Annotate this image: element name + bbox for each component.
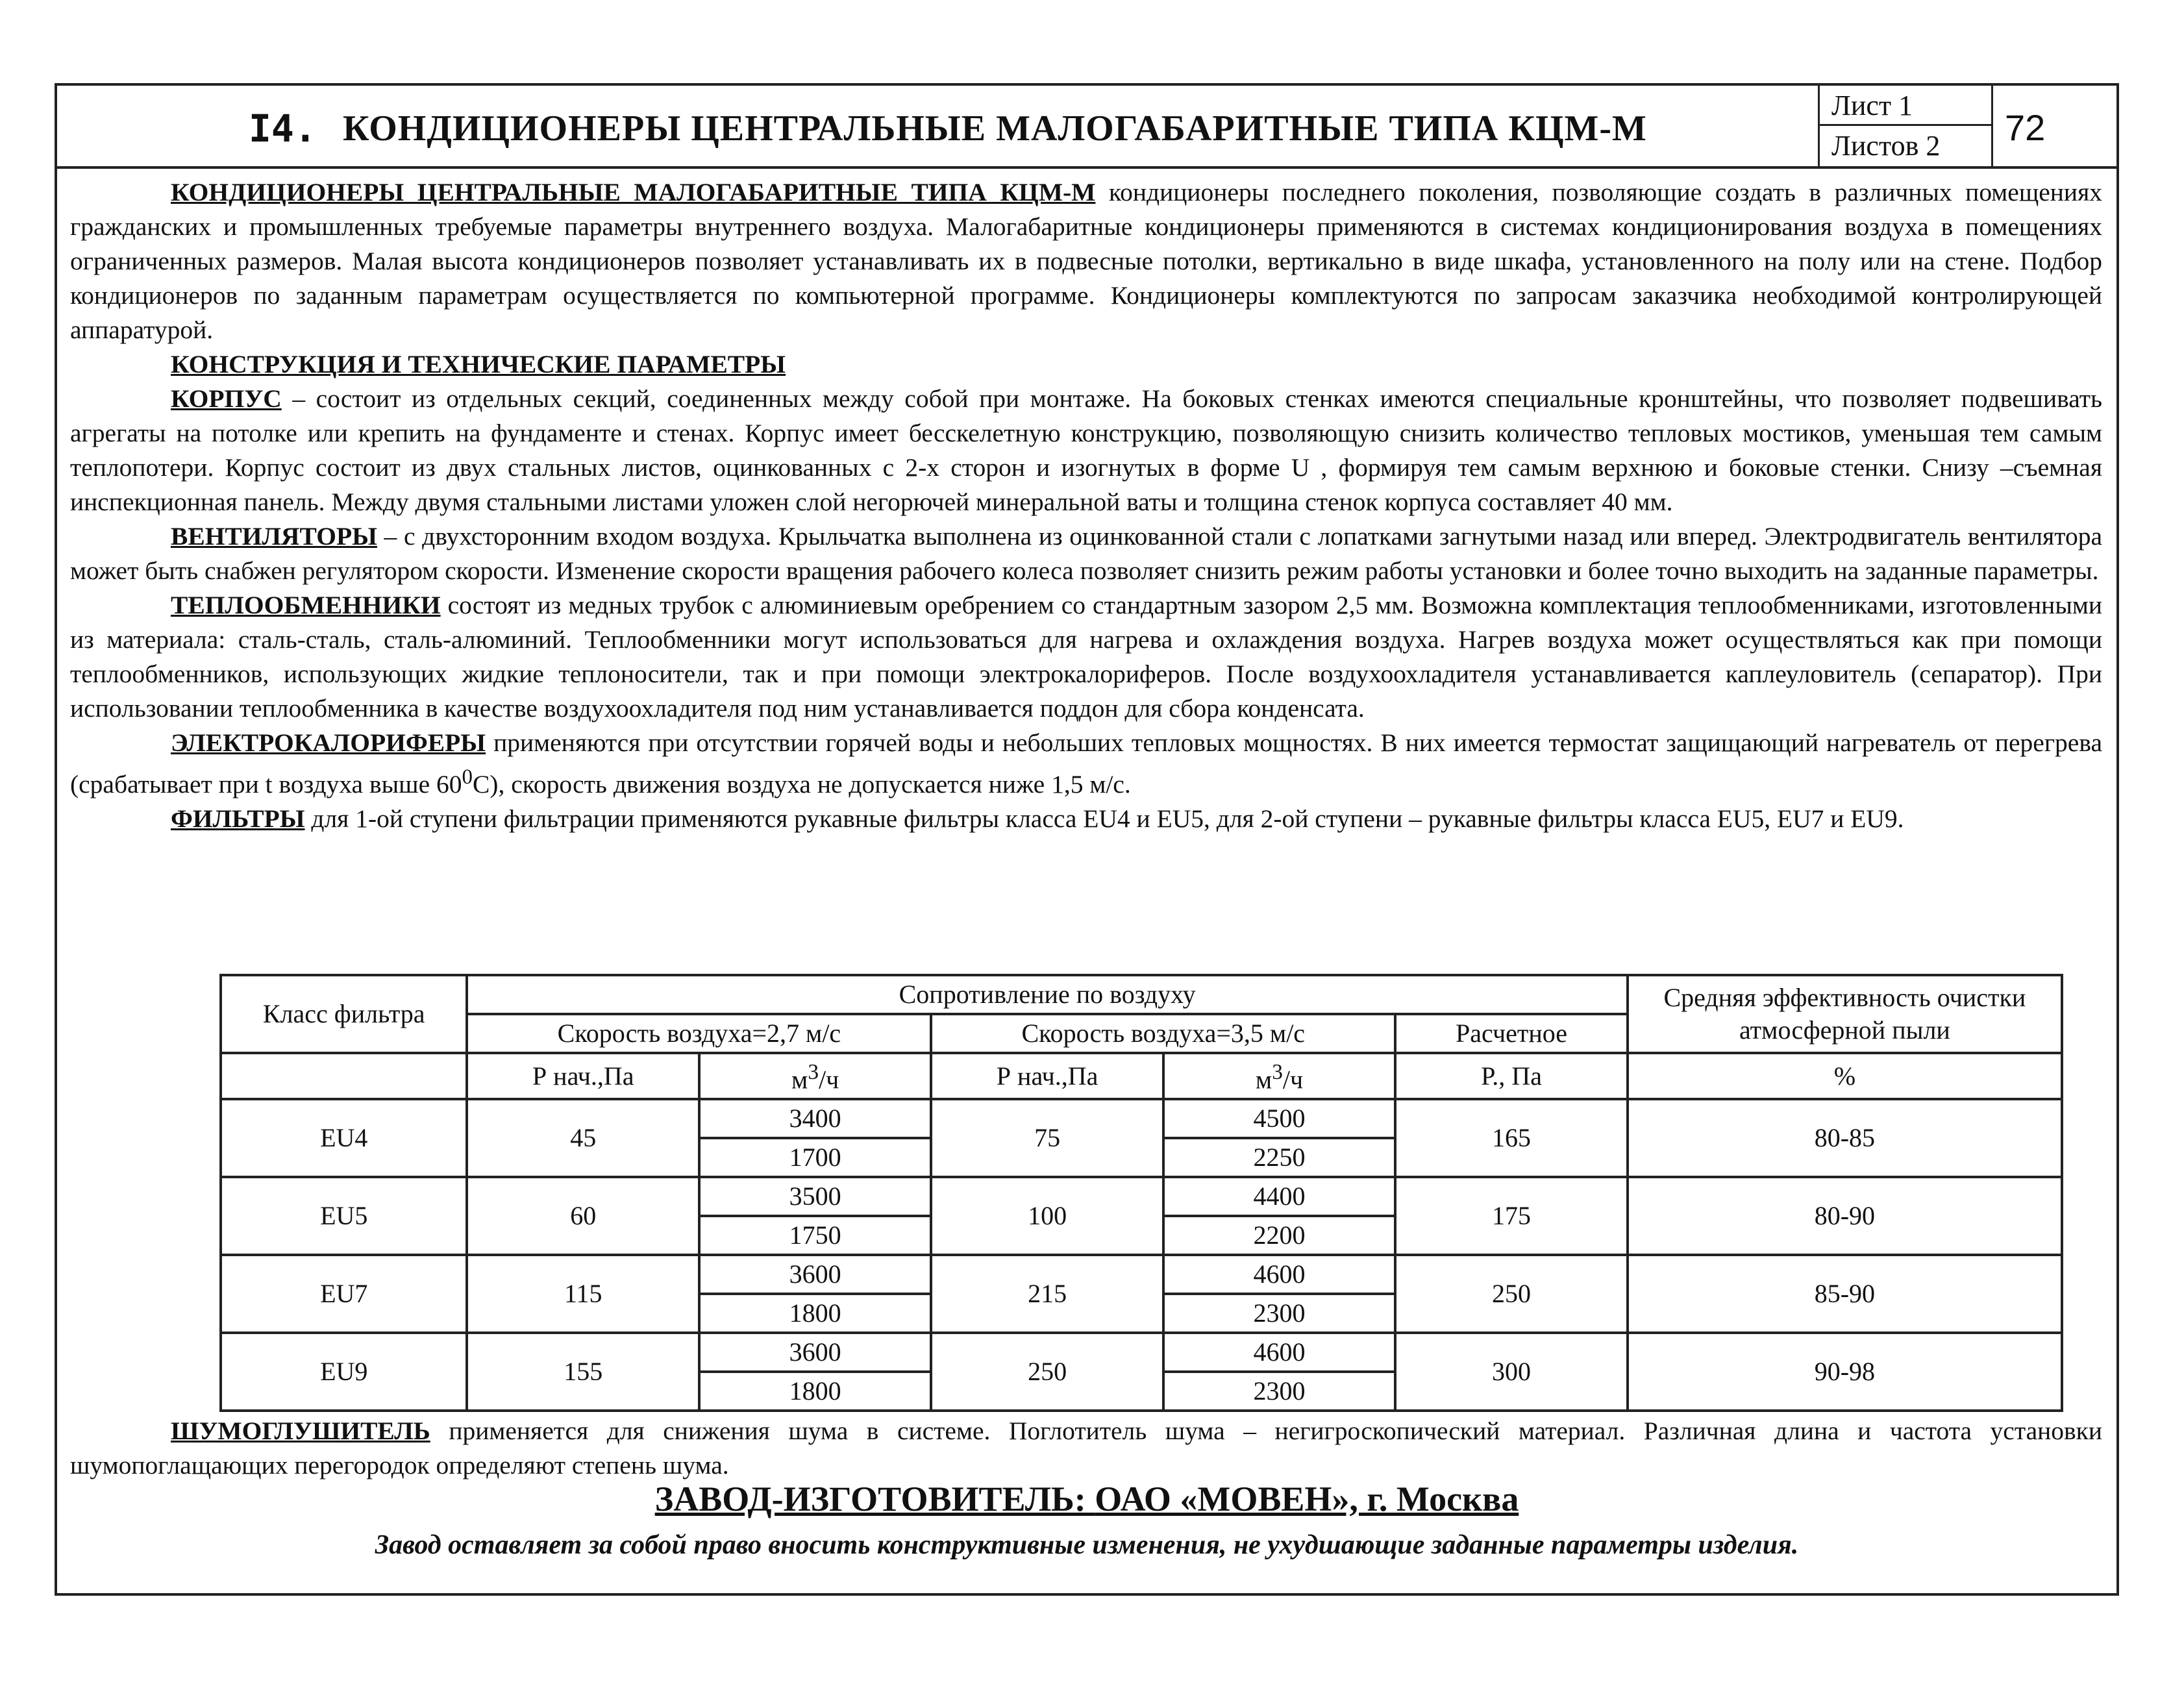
table-cell: 80-85 — [1628, 1099, 2062, 1177]
heaters-paragraph — [70, 726, 2102, 802]
table-cell: 3600 — [699, 1255, 931, 1294]
filters-paragraph — [70, 802, 2102, 836]
table-cell: EU5 — [221, 1177, 467, 1255]
sub-eff: % — [1628, 1053, 2062, 1099]
table-cell: 2300 — [1163, 1294, 1395, 1333]
table-cell: 75 — [931, 1099, 1163, 1177]
col-resistance-header: Сопротивление по воздуху — [467, 975, 1627, 1014]
sheet-info-box — [1818, 86, 1993, 166]
sub-p1: Р нач.,Па — [467, 1053, 699, 1099]
table-cell: 4500 — [1163, 1099, 1395, 1138]
exchangers-paragraph — [70, 588, 2102, 726]
table-cell: 300 — [1395, 1333, 1628, 1411]
construction-heading: КОНСТРУКЦИЯ И ТЕХНИЧЕСКИЕ ПАРАМЕТРЫ — [171, 350, 786, 378]
construction-paragraph — [70, 347, 2102, 382]
col-class-header: Класс фильтра — [221, 975, 467, 1053]
table-cell: EU7 — [221, 1255, 467, 1333]
table-cell: 115 — [467, 1255, 699, 1333]
col-speed1-header: Скорость воздуха=2,7 м/с — [467, 1014, 931, 1053]
table-cell: 2300 — [1163, 1372, 1395, 1411]
intro-heading: КОНДИЦИОНЕРЫ ЦЕНТРАЛЬНЫЕ МАЛОГАБАРИТНЫЕ ТИПА КЦМ-М — [171, 178, 1096, 206]
table-cell: 3600 — [699, 1333, 931, 1372]
sub-empty — [221, 1053, 467, 1099]
section-number: I4. — [249, 106, 317, 151]
table-cell: 4600 — [1163, 1333, 1395, 1372]
table-cell: 60 — [467, 1177, 699, 1255]
manufacturer-line — [57, 1479, 2116, 1519]
table-cell: 4600 — [1163, 1255, 1395, 1294]
table-cell: 3400 — [699, 1099, 931, 1138]
table-cell: EU9 — [221, 1333, 467, 1411]
filters-table — [219, 974, 2063, 1412]
filters-heading: ФИЛЬТРЫ — [171, 804, 305, 834]
housing-paragraph — [70, 382, 2102, 519]
sheets-total-label: Листов 2 — [1831, 130, 1941, 162]
table-cell: 1800 — [699, 1294, 931, 1333]
table-cell: 175 — [1395, 1177, 1628, 1255]
document-sheet — [55, 83, 2119, 1596]
col-speed2-header: Скорость воздуха=3,5 м/с — [931, 1014, 1395, 1053]
heaters-text-after: С), скорость движения воздуха не допускается ниже 1,5 м/с. — [472, 770, 1131, 799]
manufacturer-company: ОАО «МОВЕН», г. Москва — [1095, 1480, 1519, 1518]
table-cell: 250 — [1395, 1255, 1628, 1333]
manufacturer-label: ЗАВОД-ИЗГОТОВИТЕЛЬ: — [654, 1480, 1095, 1518]
sheet-label: Лист 1 — [1820, 86, 1991, 126]
table-cell: 250 — [931, 1333, 1163, 1411]
table-cell: 155 — [467, 1333, 699, 1411]
table-cell: 3500 — [699, 1177, 931, 1216]
title-block — [57, 86, 2116, 169]
heaters-text: применяются при отсутствии горячей воды и небольших тепловых мощностях. В них имеется термостат защищающий нагреватель от перегрева (срабатывает при t воздуха выше 60 — [70, 728, 2102, 799]
table-cell: 45 — [467, 1099, 699, 1177]
body-text — [70, 175, 2102, 836]
table-cell: 100 — [931, 1177, 1163, 1255]
table-cell: 85-90 — [1628, 1255, 2062, 1333]
degree-superscript: 0 — [462, 765, 473, 789]
silencer-text: применяется для снижения шума в системе. Поглотитель шума – негигроскопический материал. Различная длина и частота установки шумопоглащающих перегородок определяют степень шума. — [70, 1417, 2102, 1480]
fans-text: – с двухсторонним входом воздуха. Крыльчатка выполнена из оцинкованной стали с лопатками загнутыми назад или вперед. Электродвигатель вентилятора может быть снабжен регулятором скорости. Изменение скорости вращения рабочего колеса позволяет снизить режим работы установки и более точно выходить на заданные параметры. — [70, 522, 2102, 585]
sub-calc: Р., Па — [1395, 1053, 1628, 1099]
page-title: КОНДИЦИОНЕРЫ ЦЕНТРАЛЬНЫЕ МАЛОГАБАРИТНЫЕ ТИПА КЦМ-М — [343, 108, 1647, 149]
housing-heading: КОРПУС — [171, 384, 282, 413]
sub-m2: $м^3/ч$ — [1163, 1053, 1395, 1099]
table-cell: 1700 — [699, 1138, 931, 1177]
table-cell: 90-98 — [1628, 1333, 2062, 1411]
filters-text: для 1-ой ступени фильтрации применяются рукавные фильтры класса EU4 и EU5, для 2-ой ступени – рукавные фильтры класса EU5, EU7 и EU9. — [304, 804, 1904, 834]
table-cell: EU4 — [221, 1099, 467, 1177]
intro-text: кондиционеры последнего поколения, позволяющие создать в различных помещениях гражданских и промышленных требуемые параметры внутреннего воздуха. Малогабаритные кондиционеры применяются в системах кондиционирования воздуха в помещениях ограниченных размеров. Малая высота кондиционеров позволяет устанавливать их в подвесные потолки, вертикально в виде шкафа, установленного на полу или на стене. Подбор кондиционеров по заданным параметрам осуществляется по компьютерной программе. Кондиционеры комплектуются по запросам заказчика необходимой контролирующей аппаратурой. — [70, 178, 2102, 344]
table-cell: 2200 — [1163, 1216, 1395, 1255]
table-cell: 1800 — [699, 1372, 931, 1411]
page-number: 72 — [2005, 107, 2046, 148]
table-cell: 215 — [931, 1255, 1163, 1333]
exchangers-text: состоят из медных трубок с алюминиевым оребрением со стандартным зазором 2,5 мм. Возможна комплектация теплообменниками, изготовленными из материала: сталь-сталь, сталь-алюминий. Теплообменники могут использоваться для нагрева и охлаждения воздуха. Нагрев воздуха может осуществляться как при помощи теплообменников, использующих жидкие теплоносители, так и при помощи электрокалориферов. После воздухоохладителя устанавливается каплеуловитель (сепаратор). При использовании теплообменника в качестве воздухоохладителя под ним устанавливается поддон для сбора конденсата. — [70, 591, 2102, 723]
table-cell: 2250 — [1163, 1138, 1395, 1177]
table-cell: 165 — [1395, 1099, 1628, 1177]
sub-m1: $м^3/ч$ — [699, 1053, 931, 1099]
table-cell: 4400 — [1163, 1177, 1395, 1216]
disclaimer-text: Завод оставляет за собой право вносить конструктивные изменения, не ухудшающие заданные параметры изделия. — [375, 1530, 1799, 1560]
fans-heading: ВЕНТИЛЯТОРЫ — [171, 522, 377, 551]
fans-paragraph — [70, 519, 2102, 588]
intro-paragraph — [70, 175, 2102, 347]
table-cell: 1750 — [699, 1216, 931, 1255]
table-cell: 80-90 — [1628, 1177, 2062, 1255]
housing-text: – состоит из отдельных секций, соединенных между собой при монтаже. На боковых стенках имеются специальные кронштейны, что позволяет подвешивать агрегаты на потолке или крепить на фундаменте и стенах. Корпус имеет бесскелетную конструкцию, позволяющую снизить количество тепловых мостиков, уменьшая тем самым теплопотери. Корпус состоит из двух стальных листов, оцинкованных с 2-х сторон и изогнутых в форме U , формируя тем самым верхнюю и боковые стенки. Снизу –съемная инспекционная панель. Между двумя стальными листами уложен слой негорючей минеральной ваты и толщина стенок корпуса составляет 40 мм. — [70, 384, 2102, 516]
col-efficiency-header: Средняя эффективность очистки атмосферной пыли — [1628, 975, 2062, 1053]
silencer-paragraph — [70, 1414, 2102, 1483]
heaters-heading: ЭЛЕКТРОКАЛОРИФЕРЫ — [171, 728, 486, 757]
col-calc-header: Расчетное — [1395, 1014, 1628, 1053]
silencer-heading: ШУМОГЛУШИТЕЛЬ — [171, 1417, 430, 1445]
sub-p2: Р нач.,Па — [931, 1053, 1163, 1099]
exchangers-heading: ТЕПЛООБМЕННИКИ — [171, 591, 441, 619]
